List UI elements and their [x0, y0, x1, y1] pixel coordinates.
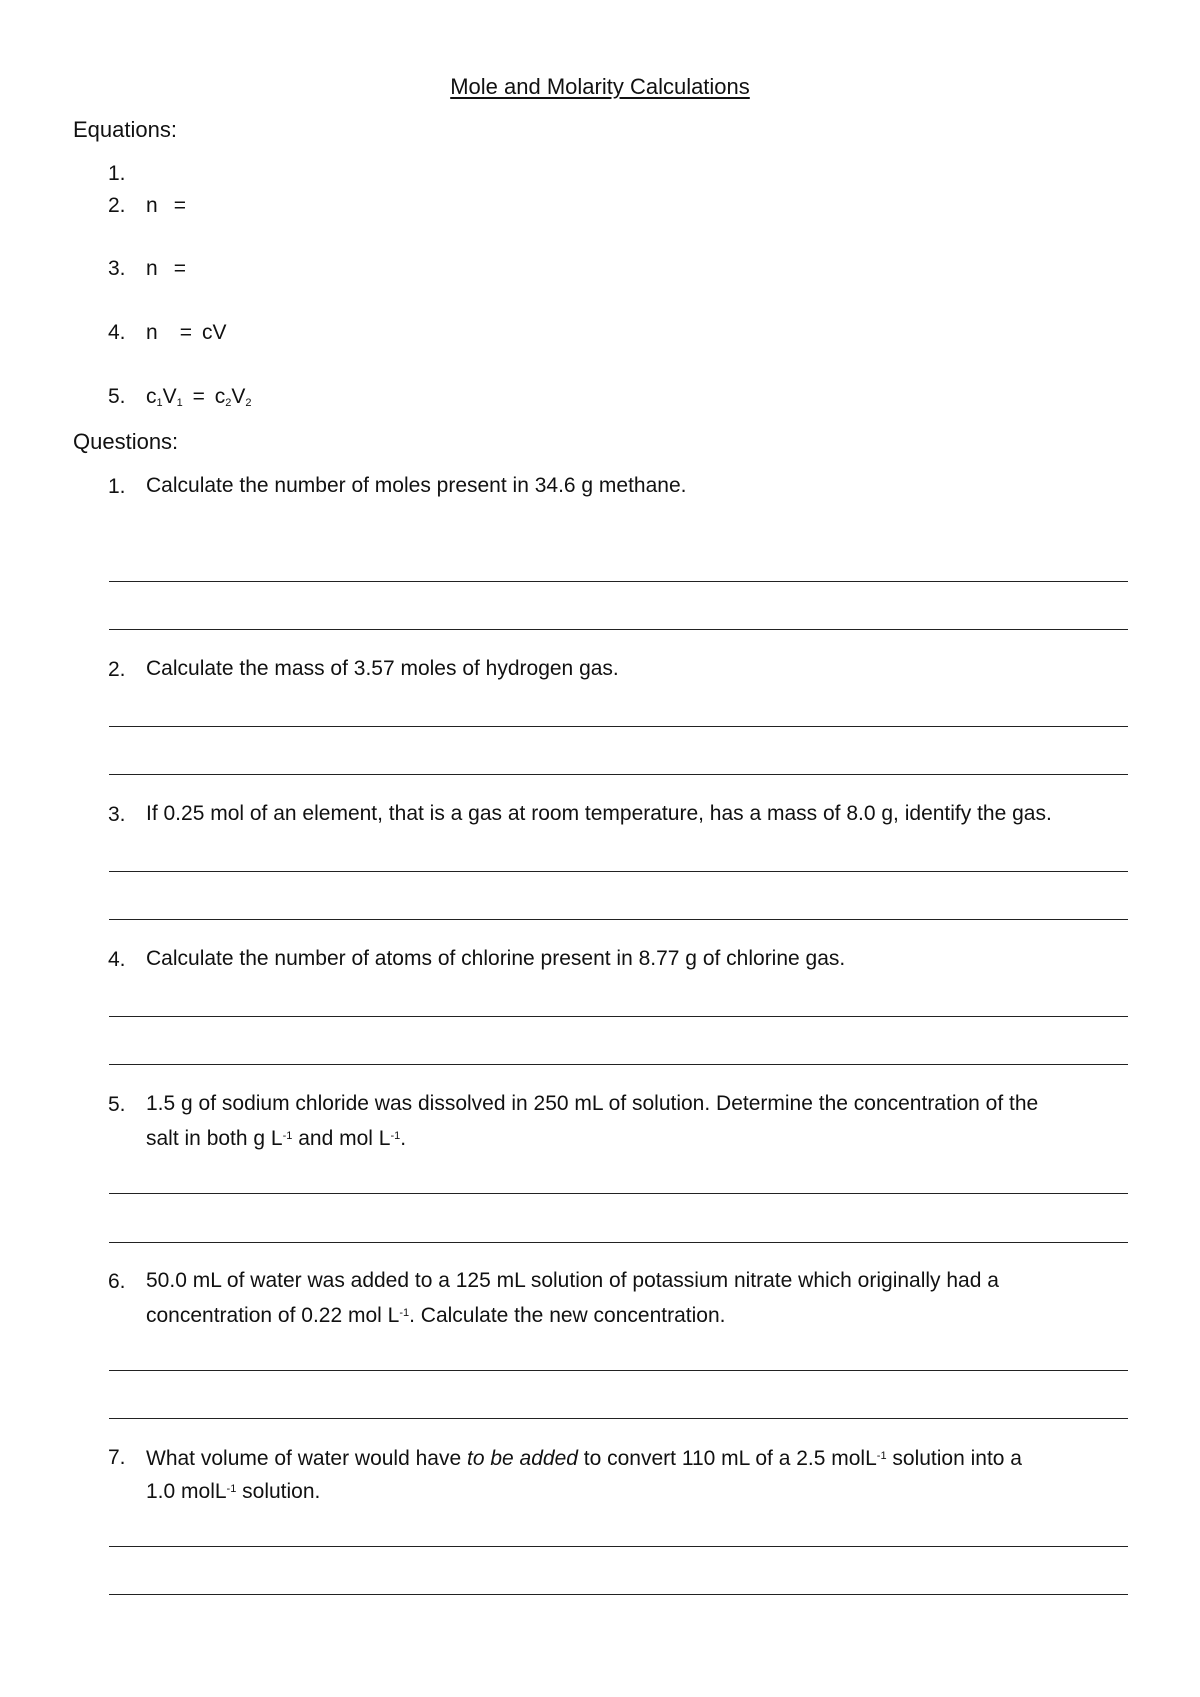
question-7-text-line-2: 1.0 molL$^{-1}$ solution.	[146, 1480, 321, 1503]
equation-number: 1.	[108, 162, 126, 185]
equation-number: 3.	[108, 257, 126, 280]
equation-4	[146, 321, 226, 345]
equation-lhs: n	[146, 257, 158, 280]
answer-line[interactable]	[109, 919, 1128, 920]
answer-line[interactable]	[109, 1370, 1128, 1371]
answer-line[interactable]	[109, 1546, 1128, 1547]
equation-operator: =	[173, 257, 186, 280]
question-1-text: Calculate the number of moles present in 34.6 g methane.	[146, 474, 687, 497]
question-number: 5.	[108, 1093, 126, 1116]
question-7-text-line-1: What volume of water would have to be added to convert 110 mL of a 2.5 molL$^{-1}$ solution into a	[146, 1447, 1022, 1470]
equation-2	[146, 194, 186, 218]
answer-line[interactable]	[109, 1594, 1128, 1595]
page-title: Mole and Molarity Calculations	[450, 74, 750, 99]
equation-lhs: n	[146, 194, 158, 217]
question-number: 4.	[108, 948, 126, 971]
equation-number: 4.	[108, 321, 126, 344]
equation-number: 2.	[108, 194, 126, 217]
equations-heading: Equations:	[73, 117, 177, 142]
equation-lhs: n	[146, 321, 158, 344]
question-number: 7.	[108, 1446, 126, 1469]
question-2-text: Calculate the mass of 3.57 moles of hydrogen gas.	[146, 657, 619, 680]
question-number: 1.	[108, 475, 126, 498]
answer-line[interactable]	[109, 629, 1128, 630]
equation-3	[146, 257, 186, 281]
question-number: 3.	[108, 803, 126, 826]
answer-line[interactable]	[109, 1193, 1128, 1194]
equation-operator: =	[179, 321, 192, 344]
answer-line[interactable]	[109, 1418, 1128, 1419]
question-4-text: Calculate the number of atoms of chlorine present in 8.77 g of chlorine gas.	[146, 947, 846, 970]
question-6-text-line-1: 50.0 mL of water was added to a 125 mL solution of potassium nitrate which originally had a	[146, 1269, 999, 1292]
questions-heading: Questions:	[73, 429, 179, 454]
question-3-text: If 0.25 mol of an element, that is a gas at room temperature, has a mass of 8.0 g, identify the gas.	[146, 802, 1052, 825]
answer-line[interactable]	[109, 581, 1128, 582]
answer-line[interactable]	[109, 1016, 1128, 1017]
answer-line[interactable]	[109, 871, 1128, 872]
question-5-text-line-2: salt in both g $L^{-1}$ and mol $L^{-1}$.	[146, 1127, 407, 1150]
equation-number: 5.	[108, 385, 126, 408]
equation-operator: =	[173, 194, 186, 217]
equation-rhs: cV	[201, 321, 227, 344]
question-number: 6.	[108, 1270, 126, 1293]
question-6-text-line-2: concentration of 0.22 mol $L^{-1}$. Calculate the new concentration.	[146, 1304, 726, 1327]
answer-line[interactable]	[109, 774, 1128, 775]
answer-line[interactable]	[109, 1064, 1128, 1065]
question-number: 2.	[108, 658, 126, 681]
question-5-text-line-1: 1.5 g of sodium chloride was dissolved in 250 mL of solution. Determine the concentration of the	[146, 1092, 1039, 1115]
equation-operator: =	[192, 385, 205, 408]
answer-line[interactable]	[109, 1242, 1128, 1243]
equation-5: $c_1V_1 = c_2V_2$	[146, 385, 252, 409]
answer-line[interactable]	[109, 726, 1128, 727]
